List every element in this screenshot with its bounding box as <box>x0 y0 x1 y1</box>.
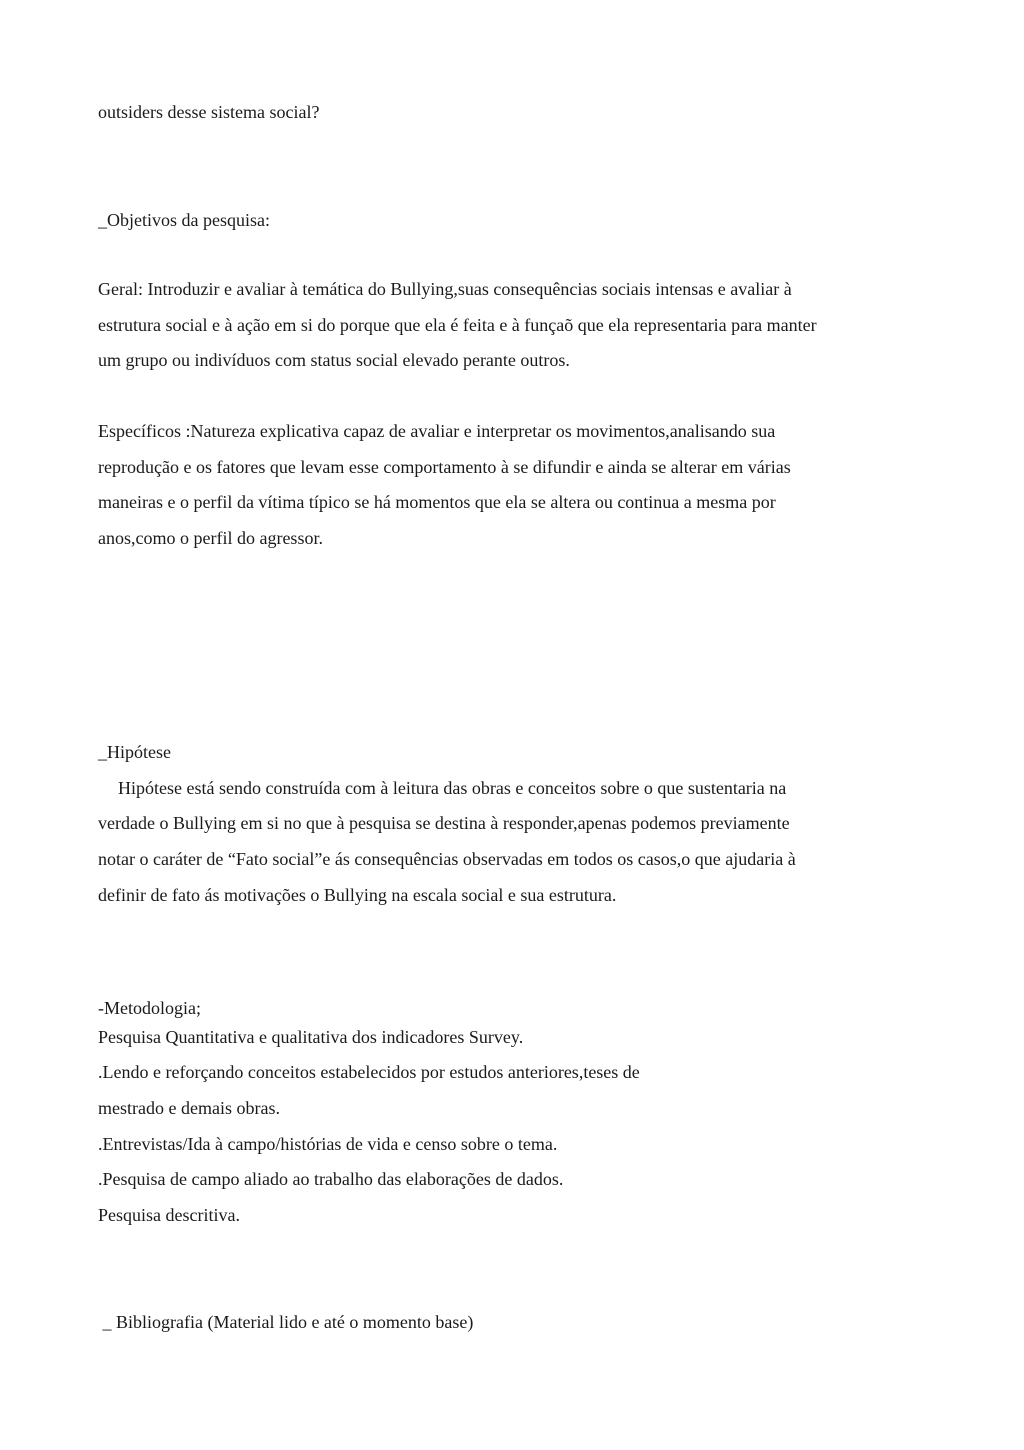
objetivos-heading: _Objetivos da pesquisa: <box>98 210 270 230</box>
metodologia-line-3: mestrado e demais obras. <box>98 1098 280 1118</box>
metodologia-line-5: .Pesquisa de campo aliado ao trabalho das elaborações de dados. <box>98 1169 564 1189</box>
hipotese-line-2: verdade o Bullying em si no que à pesquisa se destina à responder,apenas podemos previamente <box>98 813 790 833</box>
metodologia-line-6: Pesquisa descritiva. <box>98 1205 240 1225</box>
hipotese-heading: _Hipótese <box>98 742 171 762</box>
especificos-line-4: anos,como o perfil do agressor. <box>98 528 323 548</box>
metodologia-line-1: Pesquisa Quantitativa e qualitativa dos indicadores Survey. <box>98 1027 524 1047</box>
metodologia-line-4: .Entrevistas/Ida à campo/histórias de vida e censo sobre o tema. <box>98 1134 558 1154</box>
metodologia-heading: -Metodologia; <box>98 998 201 1018</box>
geral-line-3: um grupo ou indivíduos com status social elevado perante outros. <box>98 350 570 370</box>
geral-line-2: estrutura social e à ação em si do porque que ela é feita e à funçaõ que ela representaria para manter <box>98 315 817 335</box>
intro-line: outsiders desse sistema social? <box>98 102 320 122</box>
especificos-line-2: reprodução e os fatores que levam esse comportamento à se difundir e ainda se alterar em várias <box>98 457 791 477</box>
hipotese-line-3: notar o caráter de “Fato social”e ás consequências observadas em todos os casos,o que ajudaria à <box>98 849 796 869</box>
especificos-line-1: Específicos :Natureza explicativa capaz de avaliar e interpretar os movimentos,analisando sua <box>98 421 776 441</box>
hipotese-line-4: definir de fato ás motivações o Bullying na escala social e sua estrutura. <box>98 885 617 905</box>
hipotese-line-1: Hipótese está sendo construída com à leitura das obras e conceitos sobre o que sustentaria na <box>118 778 787 798</box>
geral-line-1: Geral: Introduzir e avaliar à temática do Bullying,suas consequências sociais intensas e avaliar à <box>98 279 792 299</box>
bibliografia-heading: _ Bibliografia (Material lido e até o momento base) <box>98 1312 474 1332</box>
especificos-line-3: maneiras e o perfil da vítima típico se há momentos que ela se altera ou continua a mesma por <box>98 492 776 512</box>
metodologia-line-2: .Lendo e reforçando conceitos estabelecidos por estudos anteriores,teses de <box>98 1062 640 1082</box>
